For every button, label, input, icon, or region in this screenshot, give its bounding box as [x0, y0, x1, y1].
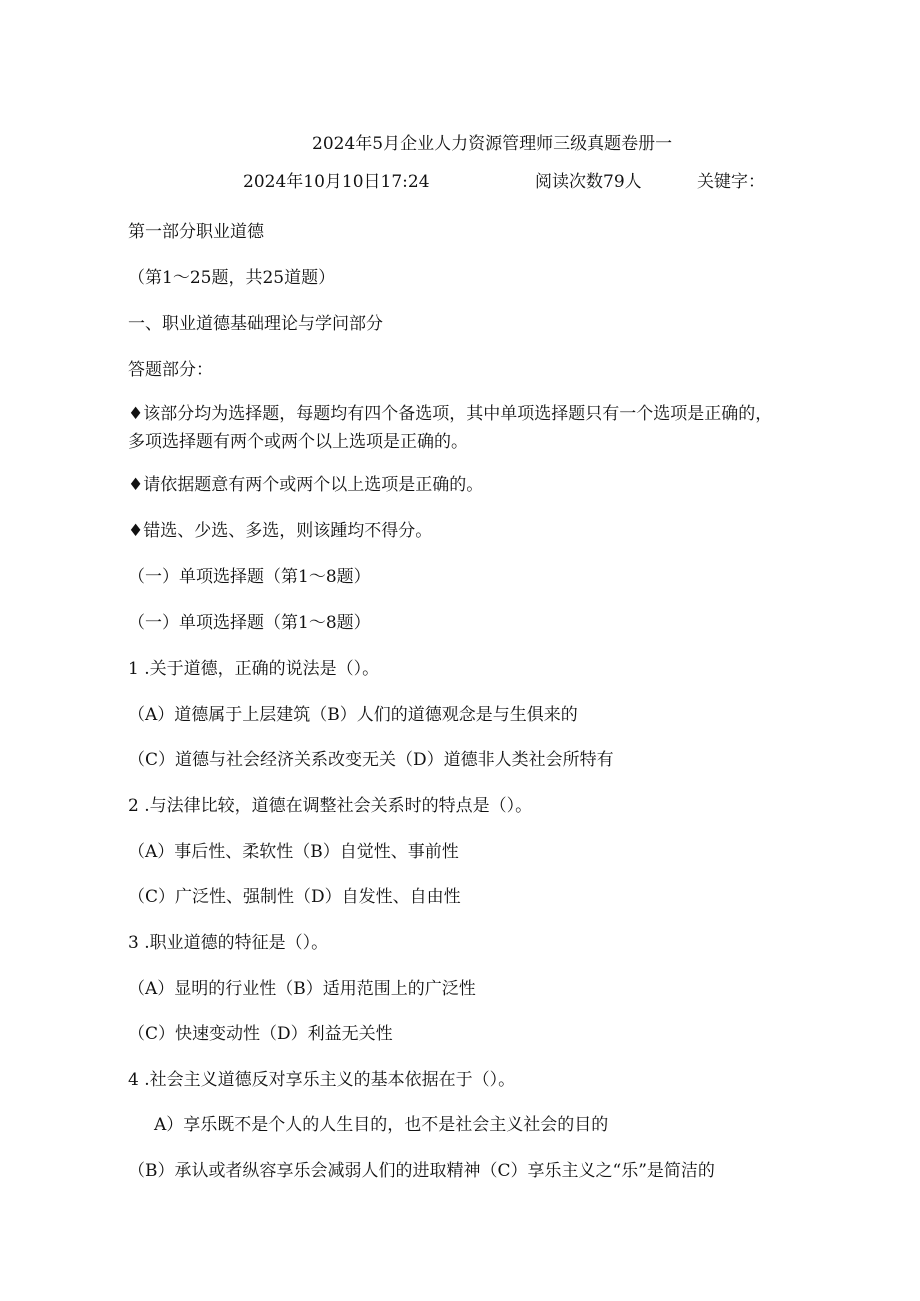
question-stem: 3 .职业道德的特征是（）。 [128, 933, 329, 953]
question-stem: 1 .关于道德，正确的说法是（）。 [128, 659, 380, 679]
keywords-label: 关键字： [697, 172, 765, 192]
subsection-heading: （一）单项选择题（第1～8题） [128, 567, 371, 587]
question-stem: 4 .社会主义道德反对享乐主义的基本依据在于（）。 [128, 1070, 516, 1090]
question-option: （B）承认或者纵容享乐会减弱人们的进取精神（C）享乐主义之“乐”是简洁的 [128, 1161, 715, 1181]
question-option: （C）道德与社会经济关系改变无关（D）道德非人类社会所特有 [128, 750, 614, 770]
question-option: （C）快速变动性（D）利益无关性 [128, 1024, 393, 1044]
question-option: A）享乐既不是个人的人生目的，也不是社会主义社会的目的 [154, 1115, 609, 1135]
answer-label: 答题部分： [128, 360, 213, 380]
question-option: （A）显明的行业性（B）适用范围上的广泛性 [128, 979, 476, 999]
instruction-note: ♦请依据题意有两个或两个以上选项是正确的。 [128, 475, 484, 495]
section-heading: 一、职业道德基础理论与学问部分 [128, 314, 383, 334]
publish-date: 2024年10月10日17:24 [243, 172, 430, 192]
question-range: （第1～25题，共25道题） [128, 268, 336, 288]
subsection-heading: （一）单项选择题（第1～8题） [128, 613, 371, 633]
read-count: 阅读次数79人 [535, 172, 642, 192]
part-heading: 第一部分职业道德 [128, 222, 264, 242]
question-stem: 2 .与法律比较，道德在调整社会关系时的特点是（）。 [128, 796, 533, 816]
question-option: （A）事后性、柔软性（B）自觉性、事前性 [128, 842, 459, 862]
instruction-note: ♦该部分均为选择题，每题均有四个备选项，其中单项选择题只有一个选项是正确的，多项选择题有两个或两个以上选项是正确的。 [128, 404, 773, 452]
instruction-note: ♦错选、少选、多选，则该踵均不得分。 [128, 521, 433, 541]
question-option: （C）广泛性、强制性（D）自发性、自由性 [128, 887, 461, 907]
document-title: 2024年5月企业人力资源管理师三级真题卷册一 [312, 134, 673, 154]
question-option: （A）道德属于上层建筑（B）人们的道德观念是与生俱来的 [128, 705, 578, 725]
